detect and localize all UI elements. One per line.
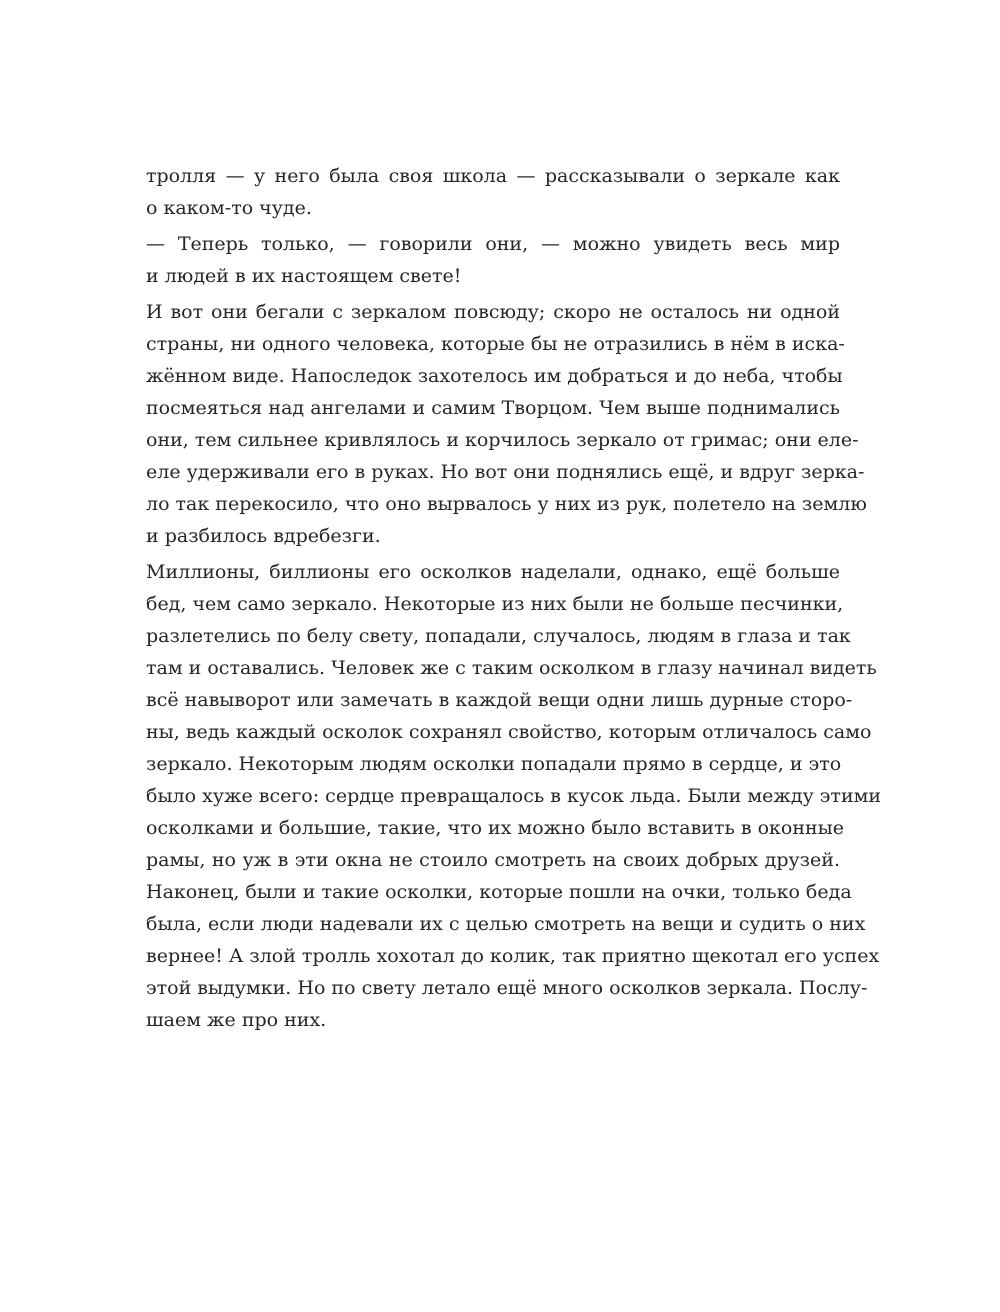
text-line: и людей в их настоящем свете! [146,265,462,287]
text-line: рамы, но уж в эти окна не стоило смотреть на своих добрых друзей. [146,849,840,871]
text-line: еле удерживали его в руках. Но вот они поднялись ещё, и вдруг зерка- [146,461,865,483]
text-line: разлетелись по белу свету, попадали, случалось, людям в глаза и так [146,625,851,647]
text-line: было хуже всего: сердце превращалось в кусок льда. Были между этими [146,785,882,807]
text-line: зеркало. Некоторым людям осколки попадали прямо в сердце, и это [146,753,842,775]
text-line: посмеяться над ангелами и самим Творцом. Чем выше поднимались [146,397,840,419]
paragraph [146,160,840,224]
text-line: вернее! А злой тролль хохотал до колик, так приятно щекотал его успех [146,945,880,967]
text-line: и разбилось вдребезги. [146,525,381,547]
paragraph [146,228,840,292]
text-line: они, тем сильнее кривлялось и корчилось зеркало от гримас; они еле- [146,429,859,451]
body-text [146,160,882,1040]
text-line: о каком-то чуде. [146,197,312,219]
text-line: шаем же про них. [146,1009,327,1031]
text-line: ло так перекосило, что оно вырвалось у них из рук, полетело на землю [146,493,867,515]
text-line: всё навыворот или замечать в каждой вещи одни лишь дурные сторо- [146,689,853,711]
text-line: И вот они бегали с зеркалом повсюду; скоро не осталось ни одной [146,301,840,323]
text-line: ны, ведь каждый осколок сохранял свойство, которым отличалось само [146,721,872,743]
text-line: — Теперь только, — говорили они, — можно увидеть весь мир [146,233,840,255]
paragraph [146,556,882,1036]
text-line: Миллионы, биллионы его осколков наделали, однако, ещё больше [146,561,840,583]
text-line: бед, чем само зеркало. Некоторые из них были не больше песчинки, [146,593,844,615]
text-line: Наконец, были и такие осколки, которые пошли на очки, только беда [146,881,852,903]
text-line: осколками и большие, такие, что их можно было вставить в оконные [146,817,845,839]
text-line: этой выдумки. Но по свету летало ещё много осколков зеркала. Послу- [146,977,868,999]
text-line: была, если люди надевали их с целью смотреть на вещи и судить о них [146,913,866,935]
paragraph [146,296,867,552]
text-line: жённом виде. Напоследок захотелось им добраться и до неба, чтобы [146,365,843,387]
text-line: страны, ни одного человека, которые бы не отразились в нём в иска- [146,333,845,355]
text-line: там и оставались. Человек же с таким осколком в глазу начинал видеть [146,657,877,679]
text-line: тролля — у него была своя школа — рассказывали о зеркале как [146,165,840,187]
